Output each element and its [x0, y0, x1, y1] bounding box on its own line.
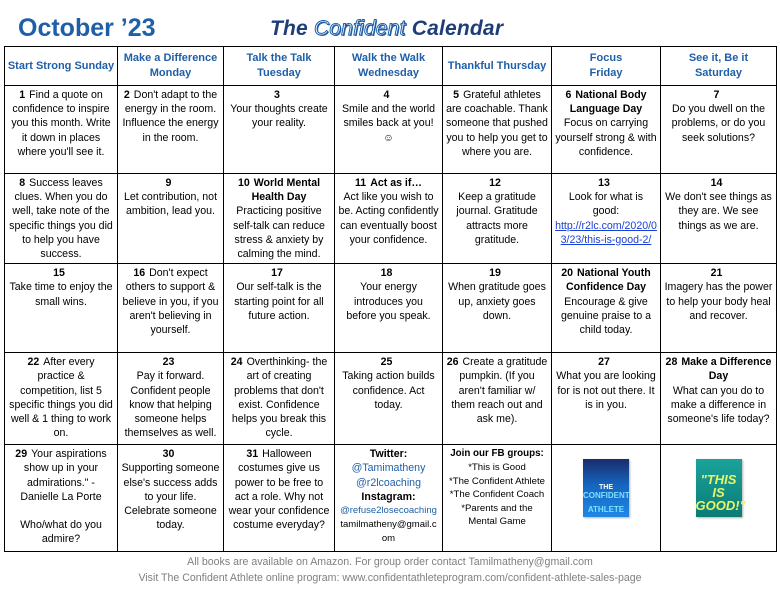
day-cell-24: 24 Overthinking- the art of creating problems that don't exist. Confidence helps you break this cycle.: [224, 353, 335, 445]
footer-books-note: All books are available on Amazon. For group order contact Tamilmatheny@gmail.com: [187, 556, 593, 568]
day-cell-14: 14 We don't see things as they are. We see things as we are.: [661, 174, 777, 264]
instagram-handle[interactable]: @refuse2losecoaching: [340, 505, 437, 517]
weekday-header-wednesday: Walk the Walk Wednesday: [335, 47, 443, 86]
day-cell-9: 9 Let contribution, not ambition, lead you.: [118, 174, 224, 264]
contact-email[interactable]: tamilmatheny@gmail.com: [340, 519, 437, 545]
weekday-header-row: [5, 47, 777, 86]
day-cell-4: 4 Smile and the world smiles back at you! ☺: [335, 86, 443, 174]
day-cell-12: 12 Keep a gratitude journal. Gratitude attracts more gratitude.: [443, 174, 552, 264]
day-cell-22: 22 After every practice & competition, list 5 specific things you did well & 1 thing to work on.: [5, 353, 118, 445]
book-cover-line2: CONFIDENT ATHLETE: [583, 491, 630, 515]
week-row: [5, 264, 777, 353]
week-row: [5, 174, 777, 264]
calendar-grid: [4, 46, 777, 552]
day-cell-5: 5 Grateful athletes are coachable. Thank someone that pushed you to help you get to where you are.: [443, 86, 552, 174]
instagram-label: Instagram:: [361, 490, 416, 503]
social-media-cell: [335, 445, 443, 552]
twitter-label: Twitter:: [369, 448, 408, 461]
day-cell-26: 26 Create a gratitude pumpkin. (If you aren't familiar w/ them reach out and ask me).: [443, 353, 552, 445]
look-for-good-link[interactable]: http://r2lc.com/2020/03/23/this-is-good-2/: [555, 219, 657, 246]
week-row: [5, 445, 777, 552]
title-prefix: The: [270, 17, 314, 40]
book-cover-line1: THE: [599, 484, 613, 492]
weekday-header-saturday: See it, Be it Saturday: [661, 47, 777, 86]
weekday-header-thursday: Thankful Thursday: [443, 47, 552, 86]
fb-group-item: *Parents and the Mental Game: [461, 502, 533, 528]
fb-groups-label: Join our FB groups:: [450, 448, 544, 460]
book-cell-this-is-good: [661, 445, 777, 552]
day-cell-16: 16 Don't expect others to support & believe in you, if you aren't believing in yourself.: [118, 264, 224, 353]
fb-group-item: *The Confident Athlete: [448, 475, 545, 487]
day-cell-19: 19 When gratitude goes up, anxiety goes down.: [443, 264, 552, 353]
day-cell-8: 8 Success leaves clues. When you do well, take note of the specific things you did to help you have success.: [5, 174, 118, 264]
title-suffix: Calendar: [405, 17, 504, 40]
day-cell-23: 23 Pay it forward. Confident people know that helping someone helps themselves as well.: [118, 353, 224, 445]
twitter-handle-2[interactable]: @r2lcoaching: [356, 476, 421, 489]
this-is-good-book-cover: [695, 459, 746, 517]
day-cell-2: 2 Don't adapt to the energy in the room. Influence the energy in the room.: [118, 86, 224, 174]
day-cell-6: 6 National Body Language Day Focus on carrying yourself strong & with confidence.: [552, 86, 661, 174]
fb-group-item: *This is Good: [468, 462, 526, 474]
day-cell-21: 21 Imagery has the power to help your body heal and recover.: [661, 264, 777, 353]
footer-program-note: Visit The Confident Athlete online program: www.confidentathleteprogram.com/confident-athlete-sales-page: [138, 572, 642, 584]
weekday-header-tuesday: Talk the Talk Tuesday: [224, 47, 335, 86]
weekday-header-friday: Focus Friday: [552, 47, 661, 86]
day-cell-28: 28 Make a Difference Day What can you do to make a difference in someone's life today?: [661, 353, 777, 445]
day-cell-7: 7 Do you dwell on the problems, or do you seek solutions?: [661, 86, 777, 174]
day-cell-27: 27 What you are looking for is not out there. It is in you.: [552, 353, 661, 445]
day-cell-1: 1 Find a quote on confidence to inspire you this month. Write it down in places where you'll see it.: [5, 86, 118, 174]
week-row: [5, 353, 777, 445]
book-cover-quote: "THIS IS GOOD!": [695, 472, 746, 514]
title-confident: Confident: [313, 17, 406, 40]
fb-groups-cell: [443, 445, 552, 552]
calendar-title: [270, 17, 503, 41]
week-row: [5, 86, 777, 174]
weekday-header-monday: Make a Difference Monday: [118, 47, 224, 86]
month-title: October ’23: [18, 14, 156, 42]
day-cell-15: 15 Take time to enjoy the small wins.: [5, 264, 118, 353]
day-cell-25: 25 Taking action builds confidence. Act today.: [335, 353, 443, 445]
day-cell-10: 10 World Mental Health Day Practicing positive self-talk can reduce stress & anxiety by calming the mind.: [224, 174, 335, 264]
day-cell-20: 20 National Youth Confidence Day Encourage & give genuine praise to a child today.: [552, 264, 661, 353]
day-cell-30: 30 Supporting someone else's success adds to your life. Celebrate someone today.: [118, 445, 224, 552]
day-cell-13: 13 Look for what is good: http://r2lc.com/2020/03/23/this-is-good-2/: [552, 174, 661, 264]
day-cell-11: 11 Act as if… Act like you wish to be. Acting confidently can eventually boost your confidence.: [335, 174, 443, 264]
day-cell-31: 31 Halloween costumes give us power to be free to act a role. Why not wear your confidence costume everyday?: [224, 445, 335, 552]
day-cell-29: 29 Your aspirations show up in your admirations." -Danielle La Porte Who/what do you admire?: [5, 445, 118, 552]
weekday-header-sunday: Start Strong Sunday: [5, 47, 118, 86]
book-cell-confident-athlete: [552, 445, 661, 552]
day-cell-17: 17 Our self-talk is the starting point for all future action.: [224, 264, 335, 353]
day-cell-18: 18 Your energy introduces you before you speak.: [335, 264, 443, 353]
day-cell-3: 3 Your thoughts create your reality.: [224, 86, 335, 174]
confident-athlete-book-cover: [583, 459, 629, 517]
fb-group-item: *The Confident Coach: [449, 489, 545, 501]
twitter-handle-1[interactable]: @Tamimatheny: [351, 462, 426, 475]
